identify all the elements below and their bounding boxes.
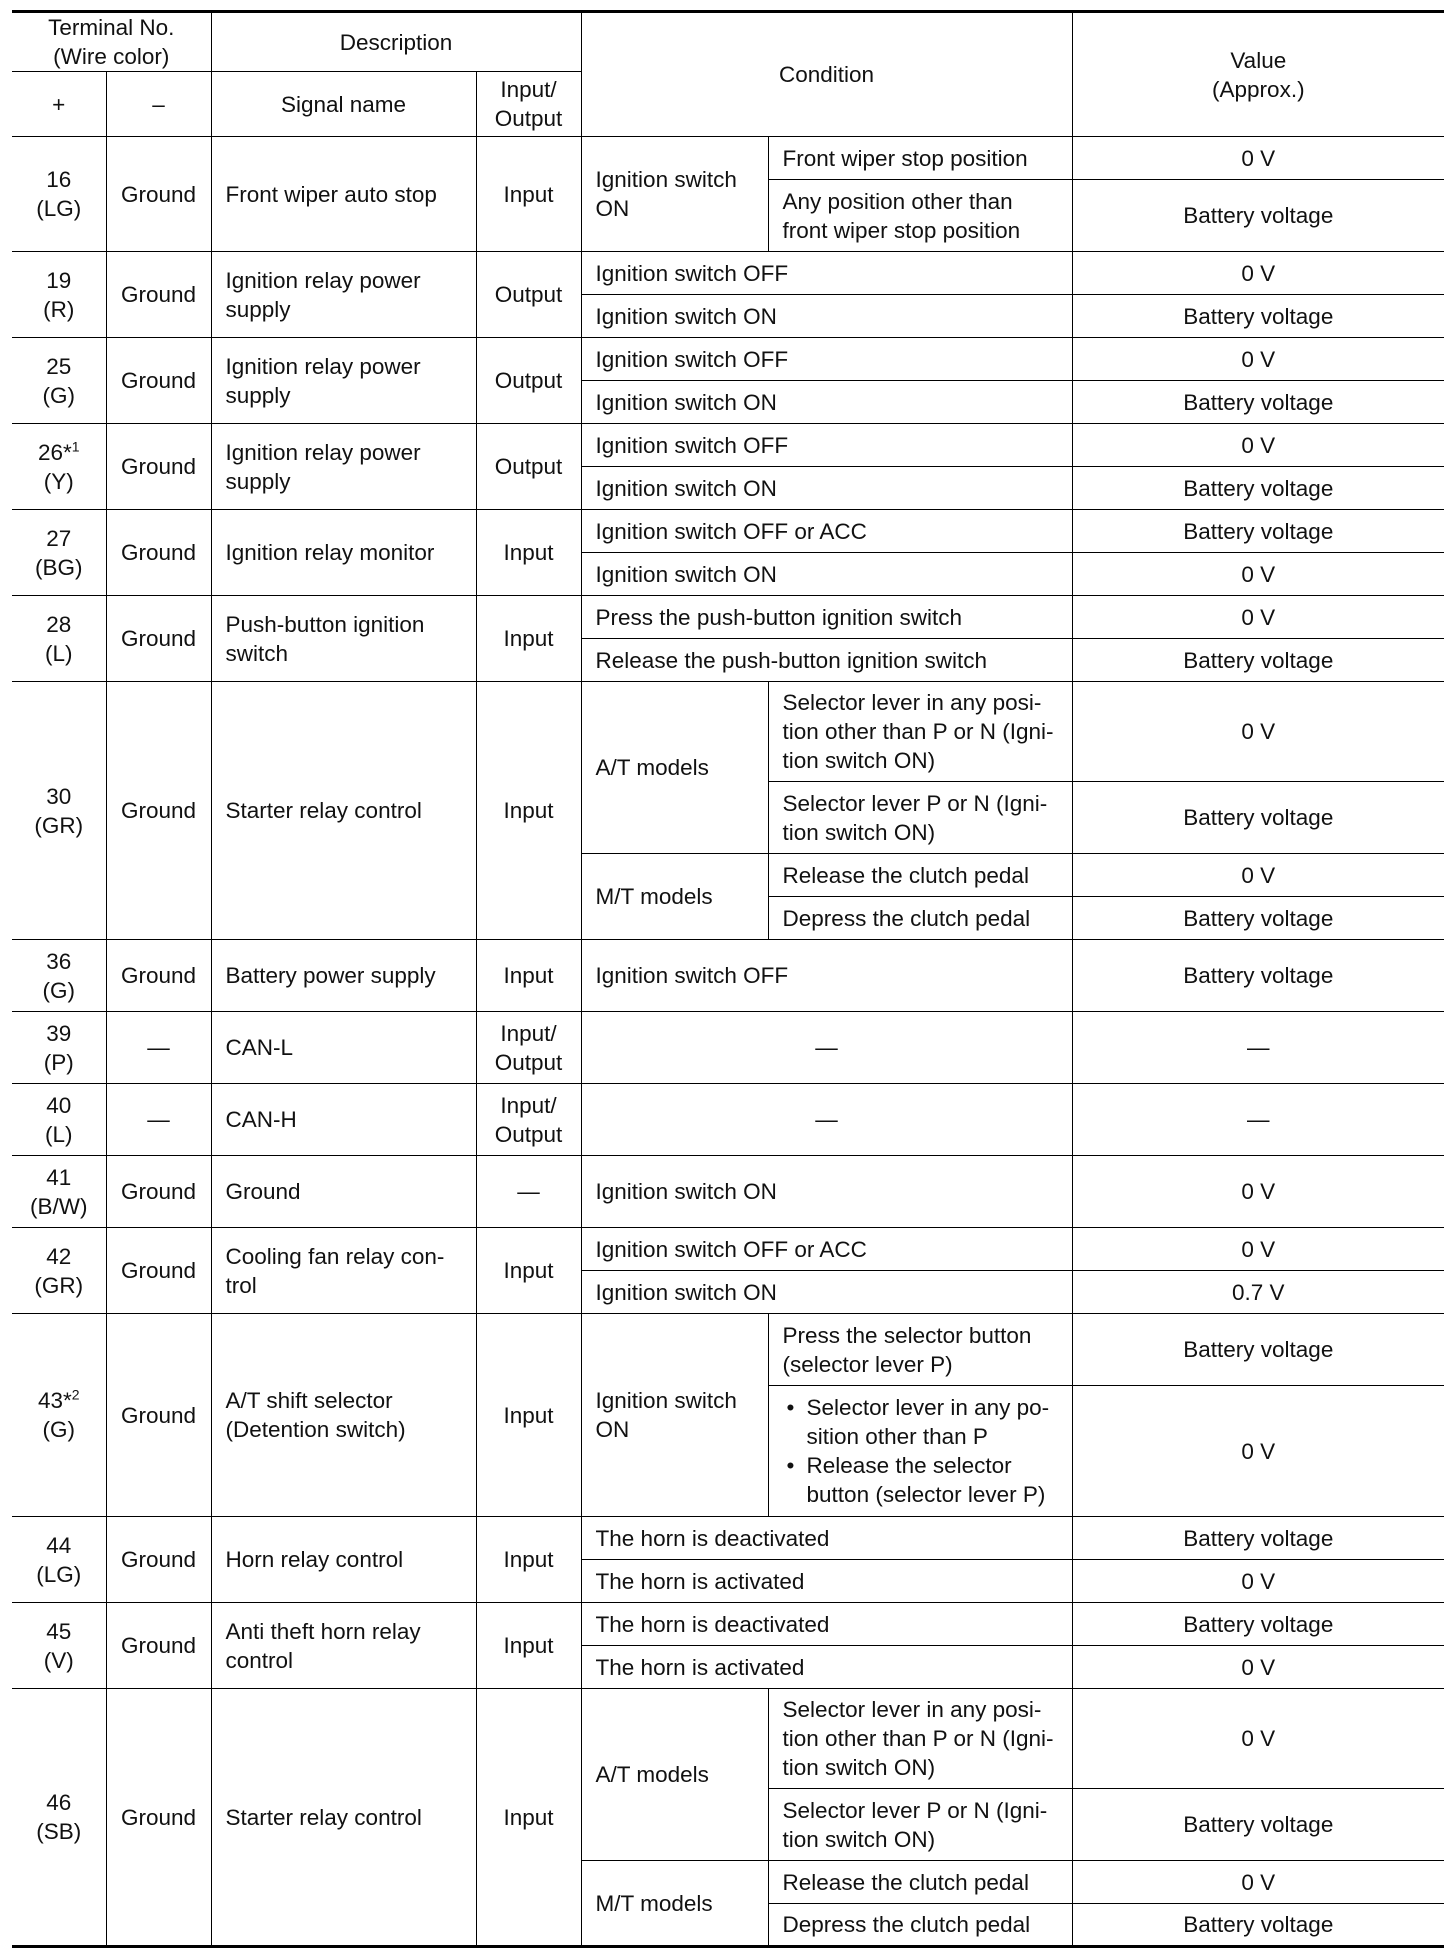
value-cell: Battery voltage [1072,381,1444,424]
bullet-item: • Selector lever in any po- sition other than P [783,1393,1058,1451]
value-cell: 0 V [1072,1861,1444,1904]
value-cell: 0 V [1072,1228,1444,1271]
condition-group: M/T models [581,1861,768,1947]
condition-cell: Selector lever P or N (Igni- tion switch ON) [768,1789,1072,1861]
condition-group: A/T models [581,682,768,854]
signal-name: Ignition relay power supply [211,252,476,338]
condition-cell: Ignition switch OFF [581,338,1072,381]
terminal-no: 41 (B/W) [12,1156,106,1228]
signal-name: Cooling fan relay con- trol [211,1228,476,1314]
signal-name: A/T shift selector (Detention switch) [211,1314,476,1517]
plus-header: + [12,72,106,137]
condition-cell: Front wiper stop position [768,137,1072,180]
ground-cell: Ground [106,1314,211,1517]
terminal-no: 45 (V) [12,1603,106,1689]
io-header: Input/ Output [476,72,581,137]
condition-cell: Depress the clutch pedal [768,897,1072,940]
condition-cell: Any position other than front wiper stop position [768,180,1072,252]
condition-cell: Ignition switch OFF or ACC [581,1228,1072,1271]
ground-cell: Ground [106,1156,211,1228]
value-cell: 0 V [1072,137,1444,180]
condition-cell: Depress the clutch pedal [768,1904,1072,1947]
terminal-no: 28 (L) [12,596,106,682]
io-cell: Output [476,252,581,338]
value-cell: 0 V [1072,553,1444,596]
value-cell: Battery voltage [1072,1603,1444,1646]
condition-cell: Ignition switch ON [581,295,1072,338]
terminal-no: 19 (R) [12,252,106,338]
ground-cell: Ground [106,1517,211,1603]
io-cell: Input [476,940,581,1012]
condition-cell: Ignition switch OFF or ACC [581,510,1072,553]
io-cell: Input [476,1228,581,1314]
description-header: Description [211,12,581,72]
minus-header: – [106,72,211,137]
table-row [12,1517,1444,1560]
ground-cell: Ground [106,1603,211,1689]
condition-cell: Ignition switch OFF [581,252,1072,295]
io-cell: Input [476,137,581,252]
value-cell: 0 V [1072,682,1444,782]
table-row [12,137,1444,180]
io-cell: Input/ Output [476,1084,581,1156]
value-cell: Battery voltage [1072,510,1444,553]
condition-cell: Ignition switch OFF [581,424,1072,467]
signal-name: Starter relay control [211,682,476,940]
value-cell: Battery voltage [1072,467,1444,510]
table-row [12,1689,1444,1789]
ground-cell: Ground [106,252,211,338]
io-cell: Input [476,1689,581,1947]
value-cell: 0 V [1072,252,1444,295]
terminal-no: 39 (P) [12,1012,106,1084]
signal-name: CAN-H [211,1084,476,1156]
condition-cell: Release the push-button ignition switch [581,639,1072,682]
value-header: Value (Approx.) [1072,12,1444,137]
table-row [12,682,1444,782]
ground-cell: — [106,1084,211,1156]
io-cell: Output [476,424,581,510]
io-cell: Input [476,1603,581,1689]
condition-cell: Ignition switch ON [581,381,1072,424]
table-row [12,252,1444,295]
value-cell: Battery voltage [1072,639,1444,682]
signal-name: Horn relay control [211,1517,476,1603]
condition-cell: Selector lever P or N (Igni- tion switch ON) [768,782,1072,854]
ground-cell: Ground [106,137,211,252]
table-row [12,1156,1444,1228]
signal-name: Battery power supply [211,940,476,1012]
signal-name: CAN-L [211,1012,476,1084]
value-cell: Battery voltage [1072,295,1444,338]
value-cell: Battery voltage [1072,1314,1444,1386]
condition-cell: — [581,1084,1072,1156]
ground-cell: Ground [106,1689,211,1947]
signal-name: Front wiper auto stop [211,137,476,252]
ground-cell: — [106,1012,211,1084]
value-cell: 0.7 V [1072,1271,1444,1314]
io-cell: Input [476,682,581,940]
value-cell: 0 V [1072,596,1444,639]
value-cell: Battery voltage [1072,1904,1444,1947]
condition-cell: Press the selector button (selector lever P) [768,1314,1072,1386]
condition-cell: Selector lever in any posi- tion other than P or N (Igni- tion switch ON) [768,682,1072,782]
terminal-no: 30 (GR) [12,682,106,940]
condition-group: M/T models [581,854,768,940]
io-cell: Input [476,510,581,596]
ground-cell: Ground [106,424,211,510]
table-row [12,1084,1444,1156]
value-cell: Battery voltage [1072,940,1444,1012]
table-header [12,12,1444,137]
ground-cell: Ground [106,510,211,596]
terminal-no: 25 (G) [12,338,106,424]
signal-name: Ignition relay power supply [211,424,476,510]
terminal-no: 36 (G) [12,940,106,1012]
value-cell: 0 V [1072,854,1444,897]
condition-cell: Selector lever in any posi- tion other than P or N (Igni- tion switch ON) [768,1689,1072,1789]
signal-name-header: Signal name [211,72,476,137]
condition-cell: Press the push-button ignition switch [581,596,1072,639]
table-row [12,940,1444,1012]
io-cell: Input [476,1314,581,1517]
terminal-no: 27 (BG) [12,510,106,596]
terminal-no: 43*$^2$ (G) [12,1314,106,1517]
value-cell: 0 V [1072,1560,1444,1603]
value-cell: — [1072,1084,1444,1156]
io-cell: Output [476,338,581,424]
value-cell: 0 V [1072,424,1444,467]
value-cell: Battery voltage [1072,180,1444,252]
condition-cell: — [581,1012,1072,1084]
condition-cell: Ignition switch ON [581,553,1072,596]
table-row [12,424,1444,467]
table-row [12,510,1444,553]
signal-name: Anti theft horn relay control [211,1603,476,1689]
condition-cell [768,1386,1072,1517]
table-row [12,1228,1444,1271]
value-cell: 0 V [1072,1646,1444,1689]
condition-cell: Ignition switch OFF [581,940,1072,1012]
signal-name: Ignition relay power supply [211,338,476,424]
ground-cell: Ground [106,596,211,682]
terminal-no: 40 (L) [12,1084,106,1156]
table-row [12,338,1444,381]
terminal-no: 26*$^1$ (Y) [12,424,106,510]
condition-cell: Ignition switch ON [581,467,1072,510]
condition-header: Condition [581,12,1072,137]
terminal-no: 44 (LG) [12,1517,106,1603]
value-cell: 0 V [1072,1386,1444,1517]
terminal-no: 42 (GR) [12,1228,106,1314]
condition-cell: The horn is activated [581,1646,1072,1689]
signal-name: Push-button ignition switch [211,596,476,682]
signal-name: Ground [211,1156,476,1228]
io-cell: Input [476,1517,581,1603]
ground-cell: Ground [106,1228,211,1314]
value-cell: 0 V [1072,338,1444,381]
condition-cell: Release the clutch pedal [768,1861,1072,1904]
ground-cell: Ground [106,940,211,1012]
terminal-no: 16 (LG) [12,137,106,252]
io-cell: — [476,1156,581,1228]
terminal-no: 46 (SB) [12,1689,106,1947]
value-cell: Battery voltage [1072,1517,1444,1560]
value-cell: Battery voltage [1072,1789,1444,1861]
condition-cell: The horn is deactivated [581,1603,1072,1646]
condition-cell: The horn is activated [581,1560,1072,1603]
bullet-item: • Release the selector button (selector lever P) [783,1451,1058,1509]
condition-cell: Ignition switch ON [581,1271,1072,1314]
condition-cell: Ignition switch ON [581,1156,1072,1228]
value-cell: — [1072,1012,1444,1084]
condition-group: Ignition switch ON [581,1314,768,1517]
condition-cell: The horn is deactivated [581,1517,1072,1560]
table-row [12,596,1444,639]
value-cell: 0 V [1072,1156,1444,1228]
table-row [12,1012,1444,1084]
table-row [12,1314,1444,1386]
table-row [12,1603,1444,1646]
condition-cell: Release the clutch pedal [768,854,1072,897]
value-cell: Battery voltage [1072,897,1444,940]
condition-group: A/T models [581,1689,768,1861]
value-cell: Battery voltage [1072,782,1444,854]
signal-name: Ignition relay monitor [211,510,476,596]
signal-name: Starter relay control [211,1689,476,1947]
ground-cell: Ground [106,338,211,424]
io-cell: Input/ Output [476,1012,581,1084]
terminal-header: Terminal No. (Wire color) [12,12,211,72]
ground-cell: Ground [106,682,211,940]
io-cell: Input [476,596,581,682]
condition-group: Ignition switch ON [581,137,768,252]
value-cell: 0 V [1072,1689,1444,1789]
terminal-table [12,10,1444,1948]
